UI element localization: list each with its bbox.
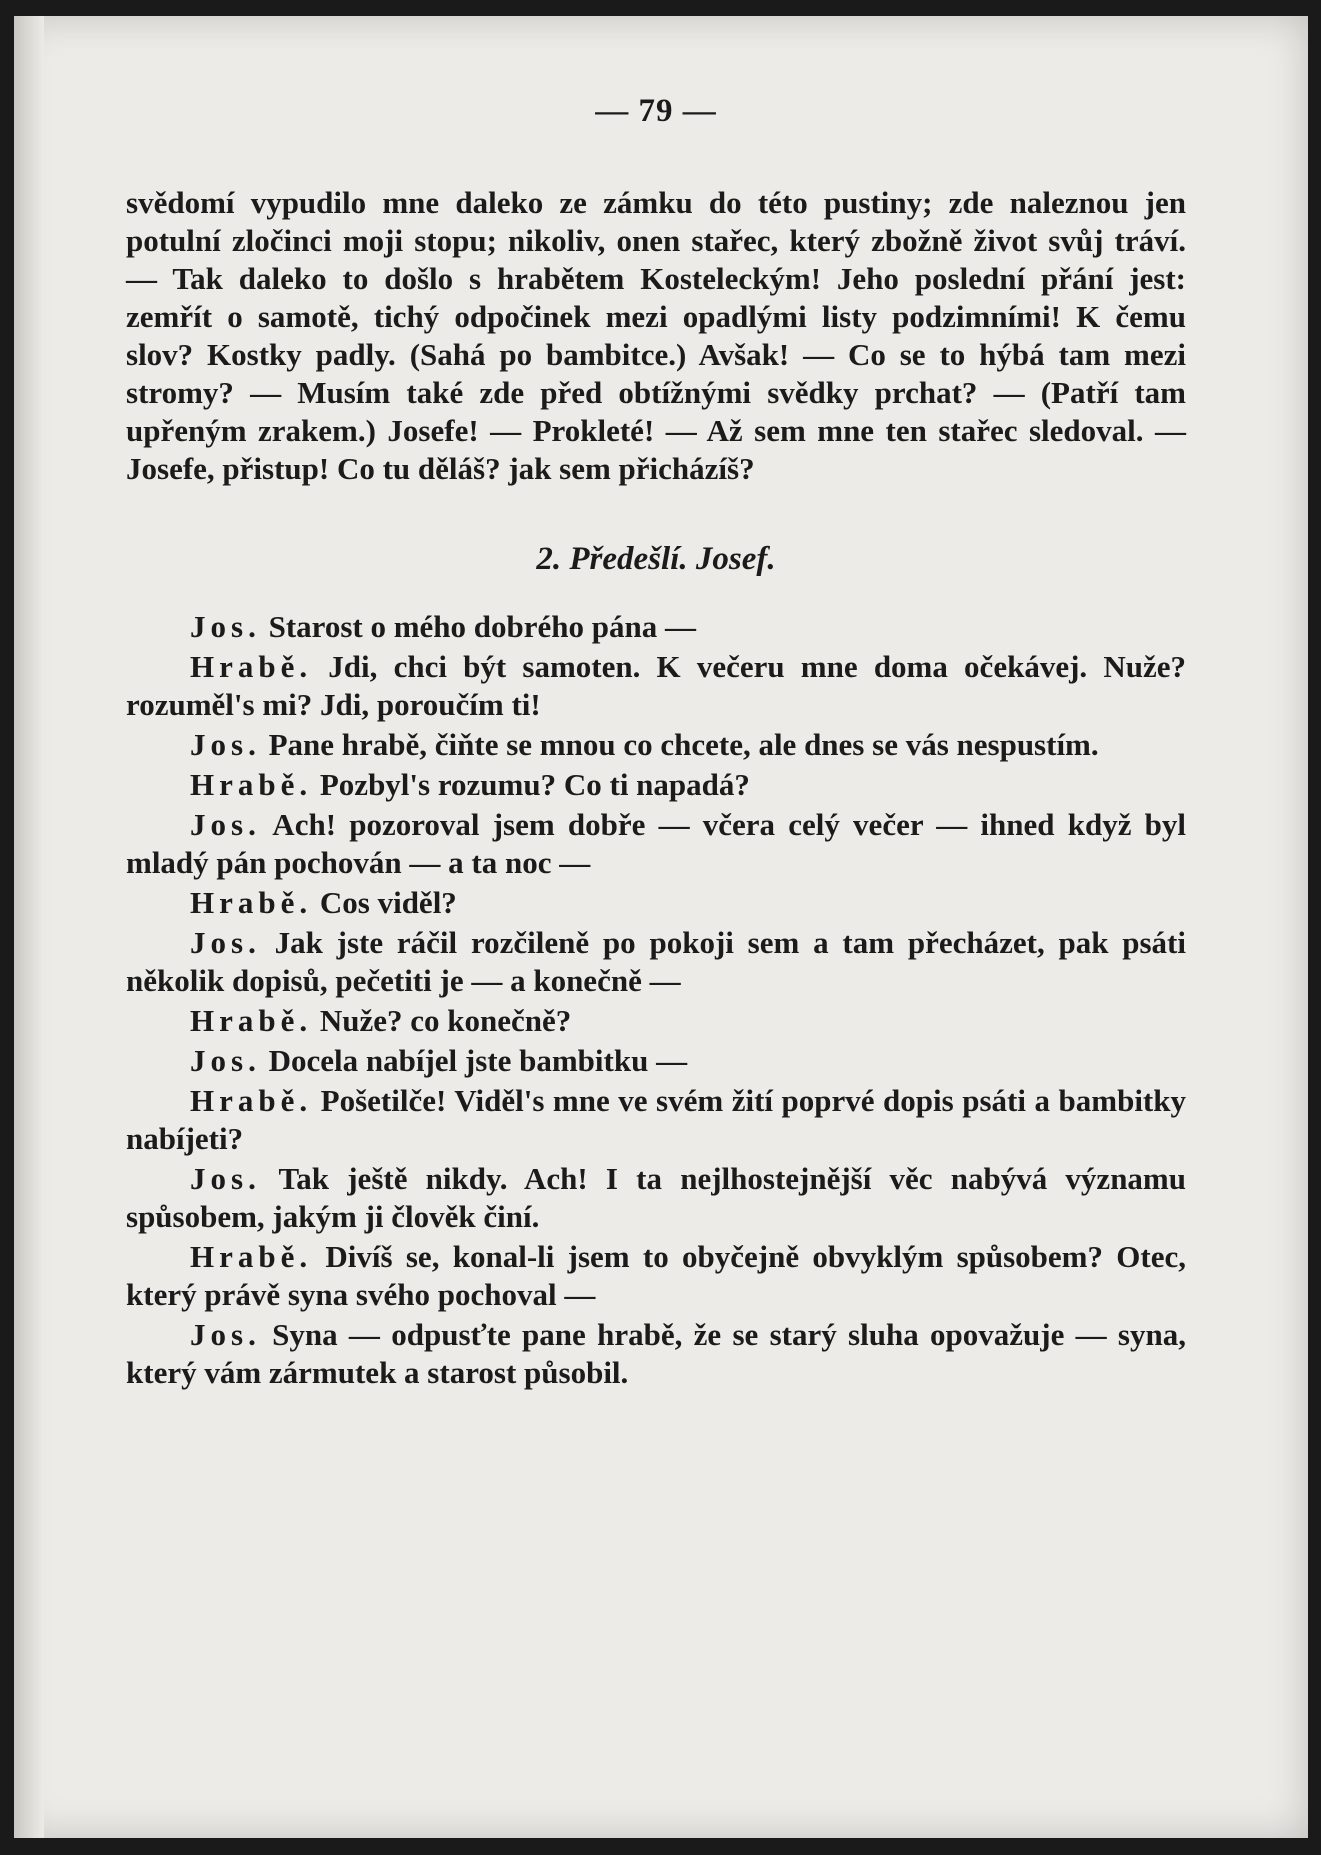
- speaker-name: Jos.: [190, 925, 261, 960]
- speech-text: Tak ještě nikdy. Ach! I ta nejlhostejnější věc nabývá významu spůsobem, jakým ji člověk činí.: [126, 1161, 1186, 1234]
- speech-text: Jak jste ráčil rozčileně po pokoji sem a tam přecházet, pak psáti několik dopisů, pečetiti je — a konečně —: [126, 925, 1186, 998]
- scene-heading: 2. Předešlí. Josef.: [536, 541, 776, 577]
- speaker-name: Jos.: [190, 1043, 261, 1078]
- speaker-name: Hrabě.: [190, 767, 313, 802]
- book-page: [14, 16, 1308, 1838]
- speech-text: Jdi, chci být samoten. K večeru mne doma očekávej. Nuže? rozuměl's mi? Jdi, poroučím ti!: [126, 649, 1186, 722]
- opening-paragraph: svědomí vypudilo mne daleko ze zámku do této pustiny; zde naleznou jen potulní zločinci moji stopu; nikoliv, onen stařec, který zbožně život svůj tráví. — Tak daleko to došlo s hrabětem Kosteleckým! Jeho poslední přání jest: zemřít o samotě, tichý odpočinek mezi opadlými listy podzimními! K čemu slov? Kostky padly. (Sahá po bambitce.) Avšak! — Co se to hýbá tam mezi stromy? — Musím také zde před obtížnými svědky prchat? — (Patří tam upřeným zrakem.) Josefe! — Prokleté! — Až sem mne ten stařec sledoval. — Josefe, přistup! Co tu děláš? jak sem přicházíš?: [126, 185, 1186, 486]
- page-text: [126, 92, 1186, 1394]
- dialogue-line: [126, 1002, 1186, 1040]
- dialogue-line: [126, 1042, 1186, 1080]
- dialogue: [126, 608, 1186, 1392]
- dialogue-line: [126, 726, 1186, 764]
- dialogue-line: [126, 1082, 1186, 1158]
- dialogue-line: [126, 648, 1186, 724]
- dialogue-line: [126, 766, 1186, 804]
- speech-text: Nuže? co konečně?: [312, 1003, 572, 1038]
- speaker-name: Hrabě.: [190, 1083, 313, 1118]
- speech-text: Ach! pozoroval jsem dobře — včera celý večer — ihned když byl mladý pán pochován — a ta noc —: [126, 807, 1186, 880]
- speech-text: Docela nabíjel jste bambitku —: [260, 1043, 688, 1078]
- speaker-name: Jos.: [190, 1317, 261, 1352]
- page-spine-shadow: [14, 16, 44, 1838]
- speaker-name: Hrabě.: [190, 1003, 313, 1038]
- page-number: — 79 —: [595, 93, 717, 129]
- speech-text: Starost o mého dobrého pána —: [260, 609, 697, 644]
- speech-text: Pošetilče! Viděl's mne ve svém žití poprvé dopis psáti a bambitky nabíjeti?: [126, 1083, 1186, 1156]
- dialogue-line: [126, 1160, 1186, 1236]
- speech-text: Pozbyl's rozumu? Co ti napadá?: [312, 767, 750, 802]
- speaker-name: Jos.: [190, 609, 261, 644]
- dialogue-line: [126, 1316, 1186, 1392]
- dialogue-line: [126, 884, 1186, 922]
- speech-text: Cos viděl?: [312, 885, 457, 920]
- dialogue-line: [126, 1238, 1186, 1314]
- speech-text: Syna — odpusťte pane hrabě, že se starý sluha opovažuje — syna, který vám zármutek a starost působil.: [126, 1317, 1186, 1390]
- speaker-name: Jos.: [190, 807, 261, 842]
- speech-text: Pane hrabě, čiňte se mnou co chcete, ale dnes se vás nespustím.: [260, 727, 1099, 762]
- dialogue-line: [126, 608, 1186, 646]
- speech-text: Divíš se, konal-li jsem to obyčejně obvyklým spůsobem? Otec, který právě syna svého pochoval —: [126, 1239, 1186, 1312]
- dialogue-line: [126, 924, 1186, 1000]
- speaker-name: Hrabě.: [190, 1239, 313, 1274]
- speaker-name: Jos.: [190, 1161, 261, 1196]
- speaker-name: Hrabě.: [190, 649, 313, 684]
- dialogue-line: [126, 806, 1186, 882]
- speaker-name: Jos.: [190, 727, 261, 762]
- speaker-name: Hrabě.: [190, 885, 313, 920]
